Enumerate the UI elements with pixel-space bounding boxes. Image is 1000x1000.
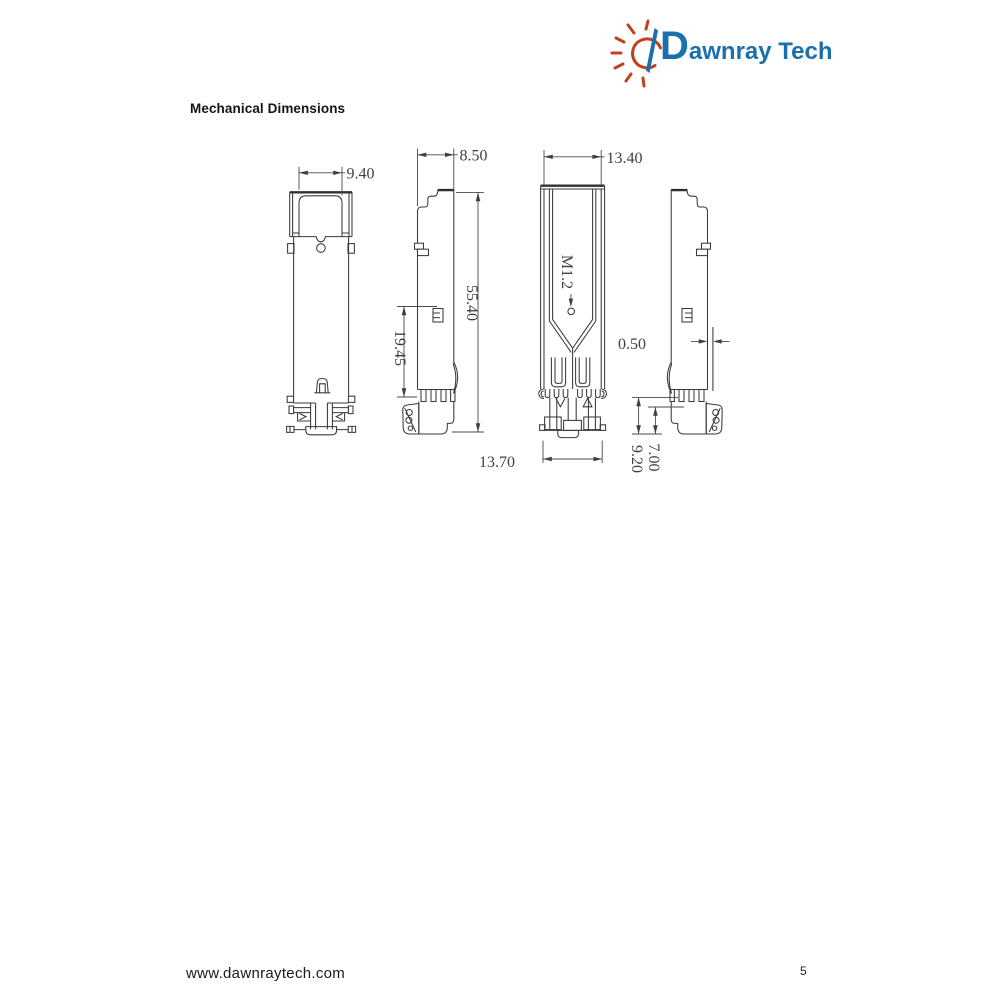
- dim-foot-height-outer: 9.20: [628, 445, 645, 473]
- dim-rear-width: 13.40: [606, 149, 643, 167]
- dim-side-depth: 8.50: [459, 147, 488, 165]
- mechanical-drawing: [270, 130, 770, 490]
- thread-hole: [568, 308, 575, 315]
- dimension-annotations: [299, 148, 730, 473]
- page-title: Mechanical Dimensions: [190, 101, 346, 116]
- footer-page-number: 5: [800, 964, 807, 978]
- brand-wordmark: Dawnray Tech: [660, 24, 833, 68]
- front-view: [287, 192, 356, 435]
- dim-clip-offset: 19.45: [391, 330, 408, 366]
- dim-wall-thickness: 0.50: [618, 336, 646, 353]
- rear-view: [539, 186, 607, 438]
- orientation-mark-triangle: [583, 398, 592, 406]
- dim-foot-height-inner: 7.00: [645, 443, 662, 472]
- brand-logo: [608, 16, 858, 96]
- dim-thread-callout: M1.2: [558, 254, 575, 290]
- dim-front-width: 9.40: [346, 165, 375, 183]
- dim-overall-height: 55.40: [463, 285, 480, 321]
- footer-website: www.dawnraytech.com: [186, 965, 346, 982]
- dim-bottom-width: 13.70: [479, 454, 515, 471]
- front-hole: [317, 244, 326, 253]
